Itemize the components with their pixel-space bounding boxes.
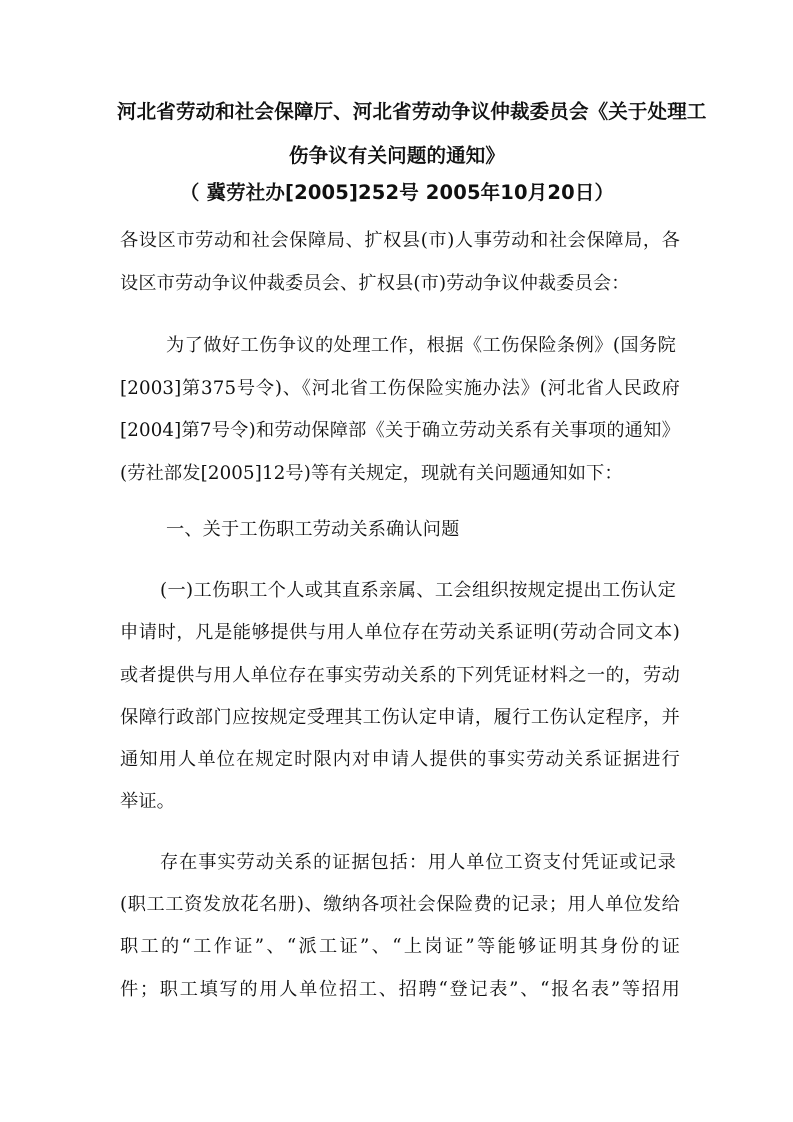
evidence-paragraph-line-1: 存在事实劳动关系的证据包括：用人单位工资支付凭证或记录 [160,852,676,873]
item-1-line-4: 保障行政部门应按规定受理其工伤认定申请，履行工伤认定程序，并 [120,707,680,728]
section-1-heading: 一、关于工伤职工劳动关系确认问题 [166,519,460,540]
document-title-line-2: 伤争议有关问题的通知》 [288,144,506,167]
item-1-line-1: (一)工伤职工个人或其直系亲属、工会组织按规定提出工伤认定 [160,580,676,601]
item-1-line-3: 或者提供与用人单位存在事实劳动关系的下列凭证材料之一的，劳动 [120,665,680,686]
intro-paragraph-line-3: [2004]第7号令)和劳动保障部《关于确立劳动关系有关事项的通知》 [120,420,680,441]
item-1-line-5: 通知用人单位在规定时限内对申请人提供的事实劳动关系证据进行 [120,749,680,770]
item-1-line-2: 申请时，凡是能够提供与用人单位存在劳动关系证明(劳动合同文本) [120,622,680,643]
intro-paragraph-line-2: [2003]第375号令)、《河北省工伤保险实施办法》(河北省人民政府 [120,378,680,399]
document-title-line-1: 河北省劳动和社会保障厅、河北省劳动争议仲裁委员会《关于处理工 [117,100,707,123]
evidence-paragraph-line-3: 职工的“工作证”、“派工证”、“上岗证”等能够证明其身份的证 [120,936,680,957]
evidence-paragraph-line-4: 件；职工填写的用人单位招工、招聘“登记表”、“报名表”等招用 [120,979,680,1000]
addressee-line-2: 设区市劳动争议仲裁委员会、扩权县(市)劳动争议仲裁委员会： [120,273,630,294]
intro-paragraph-line-1: 为了做好工伤争议的处理工作，根据《工伤保险条例》(国务院 [166,335,676,356]
intro-paragraph-line-4: (劳社部发[2005]12号)等有关规定，现就有关问题通知如下： [120,463,623,484]
addressee-line-1: 各设区市劳动和社会保障局、扩权县(市)人事劳动和社会保障局，各 [120,230,680,251]
evidence-paragraph-line-2: (职工工资发放花名册)、缴纳各项社会保险费的记录；用人单位发给 [120,894,680,915]
item-1-line-6: 举证。 [120,791,176,812]
document-number-date: （ 冀劳社办[2005]252号 2005年10月20日） [179,181,615,204]
